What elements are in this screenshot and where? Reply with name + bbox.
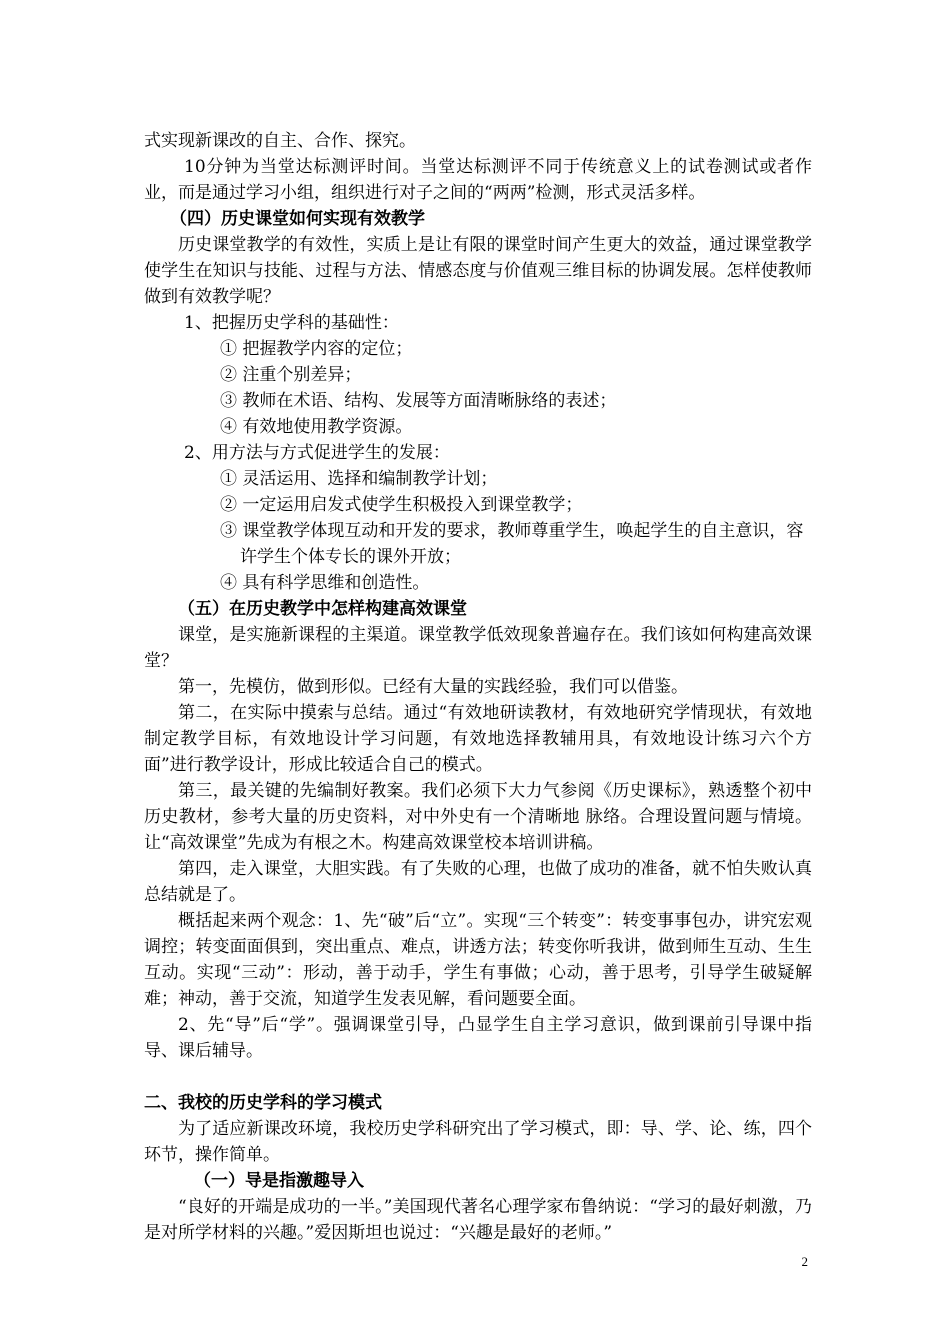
list-item: ① 把握教学内容的定位； [220, 339, 413, 359]
page-body [144, 128, 812, 1246]
list-heading: 2、用方法与方式促进学生的发展： [184, 443, 450, 463]
list [144, 466, 812, 596]
list [144, 336, 812, 440]
list-item: ③ 课堂教学体现互动和开发的要求，教师尊重学生，唤起学生的自主意识，容许学生个体专长的课外开放； [220, 521, 804, 567]
paragraph: “良好的开端是成功的一半。”美国现代著名心理学家布鲁纳说：“学习的最好刺激，乃是对所学材料的兴趣。”爱因斯坦也说过：“兴趣是最好的老师。” [144, 1197, 812, 1243]
paragraph: 为了适应新课改环境，我校历史学科研究出了学习模式，即：导、学、论、练，四个环节，操作简单。 [144, 1119, 812, 1165]
chapter-heading: 二、我校的历史学科的学习模式 [144, 1093, 382, 1113]
section-heading: （五）在历史教学中怎样构建高效课堂 [178, 599, 467, 619]
list-item: ② 一定运用启发式使学生积极投入到课堂教学； [220, 495, 583, 515]
paragraph: 第一，先模仿，做到形似。已经有大量的实践经验，我们可以借鉴。 [178, 677, 688, 697]
paragraph: 第四，走入课堂，大胆实践。有了失败的心理，也做了成功的准备，就不怕失败认真总结就是了。 [144, 859, 812, 905]
paragraph: 10分钟为当堂达标测评时间。当堂达标测评不同于传统意义上的试卷测试或者作业，而是通过学习小组，组织进行对子之间的“两两”检测，形式灵活多样。 [144, 157, 812, 203]
list-item: ③ 教师在术语、结构、发展等方面清晰脉络的表述； [220, 391, 617, 411]
list-item: ④ 有效地使用教学资源。 [220, 417, 413, 437]
list-item: ② 注重个别差异； [220, 365, 362, 385]
paragraph: 历史课堂教学的有效性，实质上是让有限的课堂时间产生更大的效益，通过课堂教学使学生在知识与技能、过程与方法、情感态度与价值观三维目标的协调发展。怎样使教师做到有效教学呢？ [144, 235, 812, 307]
list-item: ④ 具有科学思维和创造性。 [220, 573, 430, 593]
section-heading: （四）历史课堂如何实现有效教学 [170, 209, 425, 229]
paragraph: 第二，在实际中摸索与总结。通过“有效地研读教材，有效地研究学情现状，有效地制定教学目标，有效地设计学习问题，有效地选择教辅用具，有效地设计练习六个方面”进行教学设计，形成比较适合自己的模式。 [144, 703, 812, 775]
paragraph: 式实现新课改的自主、合作、探究。 [144, 131, 416, 151]
paragraph: 概括起来两个观念：1、先“破”后“立”。实现“三个转变”：转变事事包办，讲究宏观调控；转变面面俱到，突出重点、难点，讲透方法；转变你听我讲，做到师生互动、生生互动。实现“三动”：形动，善于动手，学生有事做；心动，善于思考，引导学生破疑解难；神动，善于交流，知道学生发表见解，看问题要全面。 [144, 911, 812, 1009]
list-item: ① 灵活运用、选择和编制教学计划； [220, 469, 498, 489]
paragraph: 课堂，是实施新课程的主渠道。课堂教学低效现象普遍存在。我们该如何构建高效课堂？ [144, 625, 812, 671]
paragraph: 第三，最关键的先编制好教案。我们必须下大力气参阅《历史课标》，熟透整个初中历史教材，参考大量的历史资料，对中外史有一个清晰地 脉络。合理设置问题与情境。让“高效课堂”先成为有根之木。构建高效课堂校本培训讲稿。 [144, 781, 812, 853]
list-heading: 1、把握历史学科的基础性： [184, 313, 399, 333]
page-number: 2 [801, 1254, 808, 1269]
section-heading: （一）导是指激趣导入 [194, 1171, 364, 1191]
paragraph: 2、先“导”后“学”。强调课堂引导，凸显学生自主学习意识，做到课前引导课中指导、课后辅导。 [144, 1015, 812, 1061]
